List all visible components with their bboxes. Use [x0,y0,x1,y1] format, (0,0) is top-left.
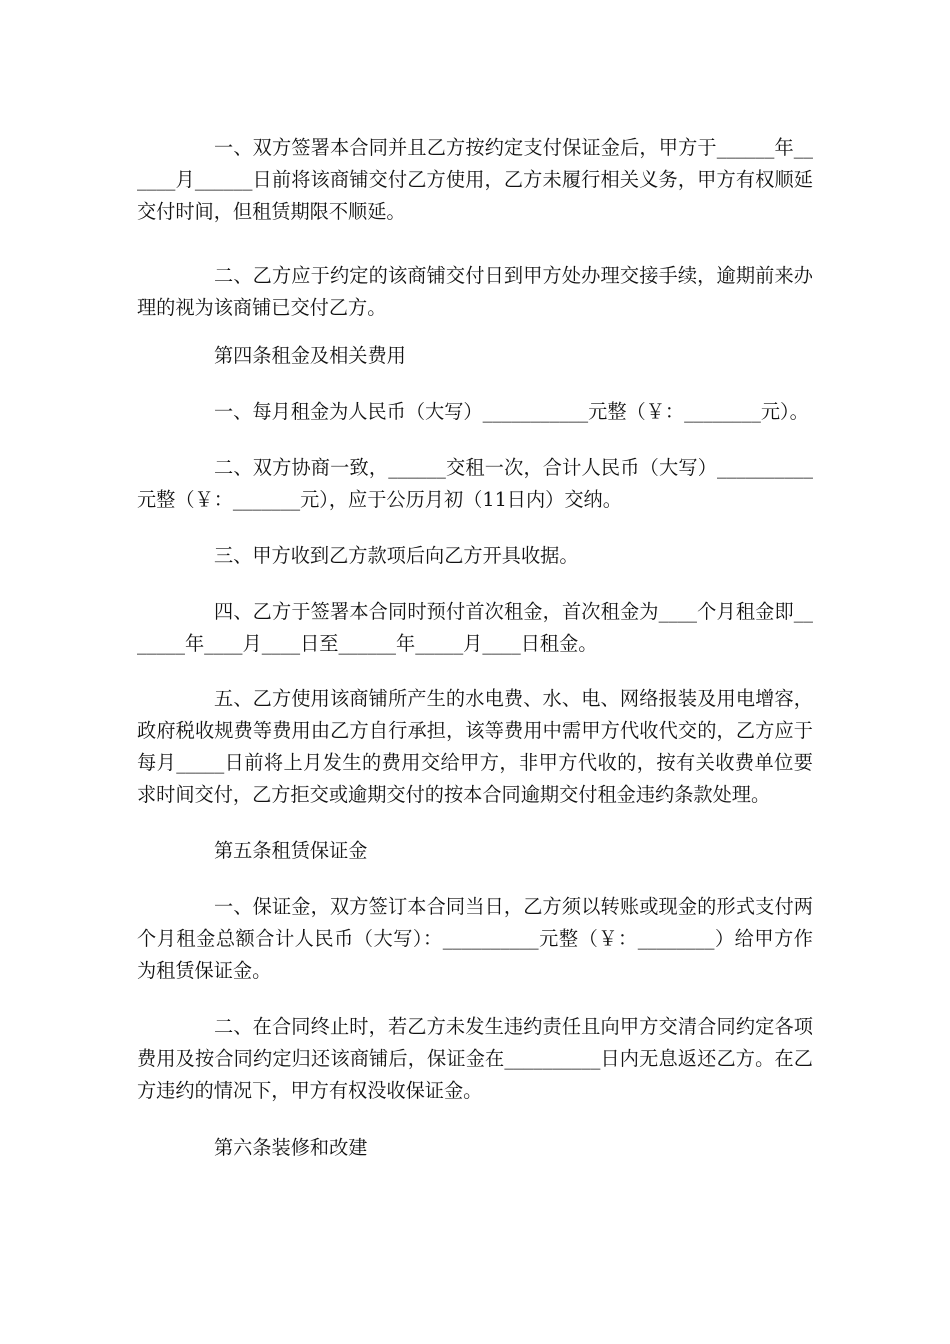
article-heading-deposit: 第五条租赁保证金 [214,839,368,862]
clause-paragraph-handover-date: 一、双方签署本合同并且乙方按约定支付保证金后，甲方于______年______月______日前将该商铺交付乙方使用，乙方未履行相关义务，甲方有权顺延交付时间，但租赁期限不顺延。 [137,136,813,223]
article-heading-renovation: 第六条装修和改建 [214,1136,368,1159]
clause-paragraph-prepaid-rent: 四、乙方于签署本合同时预付首次租金，首次租金为____个月租金即_______年____月____日至______年_____月____日租金。 [137,600,813,655]
article-heading-rent: 第四条租金及相关费用 [214,344,406,367]
clause-paragraph-receipt: 三、甲方收到乙方款项后向乙方开具收据。 [214,544,579,567]
clause-paragraph-deposit-amount: 一、保证金，双方签订本合同当日，乙方须以转账或现金的形式支付两个月租金总额合计人民币（大写）：__________元整（￥：________）给甲方作为租赁保证金。 [137,895,813,982]
clause-paragraph-deposit-return: 二、在合同终止时，若乙方未发生违约责任且向甲方交清合同约定各项费用及按合同约定归还该商铺后，保证金在__________日内无息返还乙方。在乙方违约的情况下，甲方有权没收保证金。 [137,1015,813,1102]
clause-paragraph-utilities: 五、乙方使用该商铺所产生的水电费、水、电、网络报装及用电增容，政府税收规费等费用由乙方自行承担，该等费用中需甲方代收代交的，乙方应于每月_____日前将上月发生的费用交给甲方，非甲方代收的，按有关收费单位要求时间交付，乙方拒交或逾期交付的按本合同逾期交付租金违约条款处理。 [137,687,813,806]
clause-paragraph-handover-procedure: 二、乙方应于约定的该商铺交付日到甲方处办理交接手续，逾期前来办理的视为该商铺已交付乙方。 [137,264,813,319]
clause-paragraph-monthly-rent: 一、每月租金为人民币（大写）___________元整（￥：________元）。 [214,400,809,423]
clause-paragraph-payment-schedule: 二、双方协商一致，______交租一次，合计人民币（大写）__________元整（￥：_______元），应于公历月初（11日内）交纳。 [137,456,813,511]
